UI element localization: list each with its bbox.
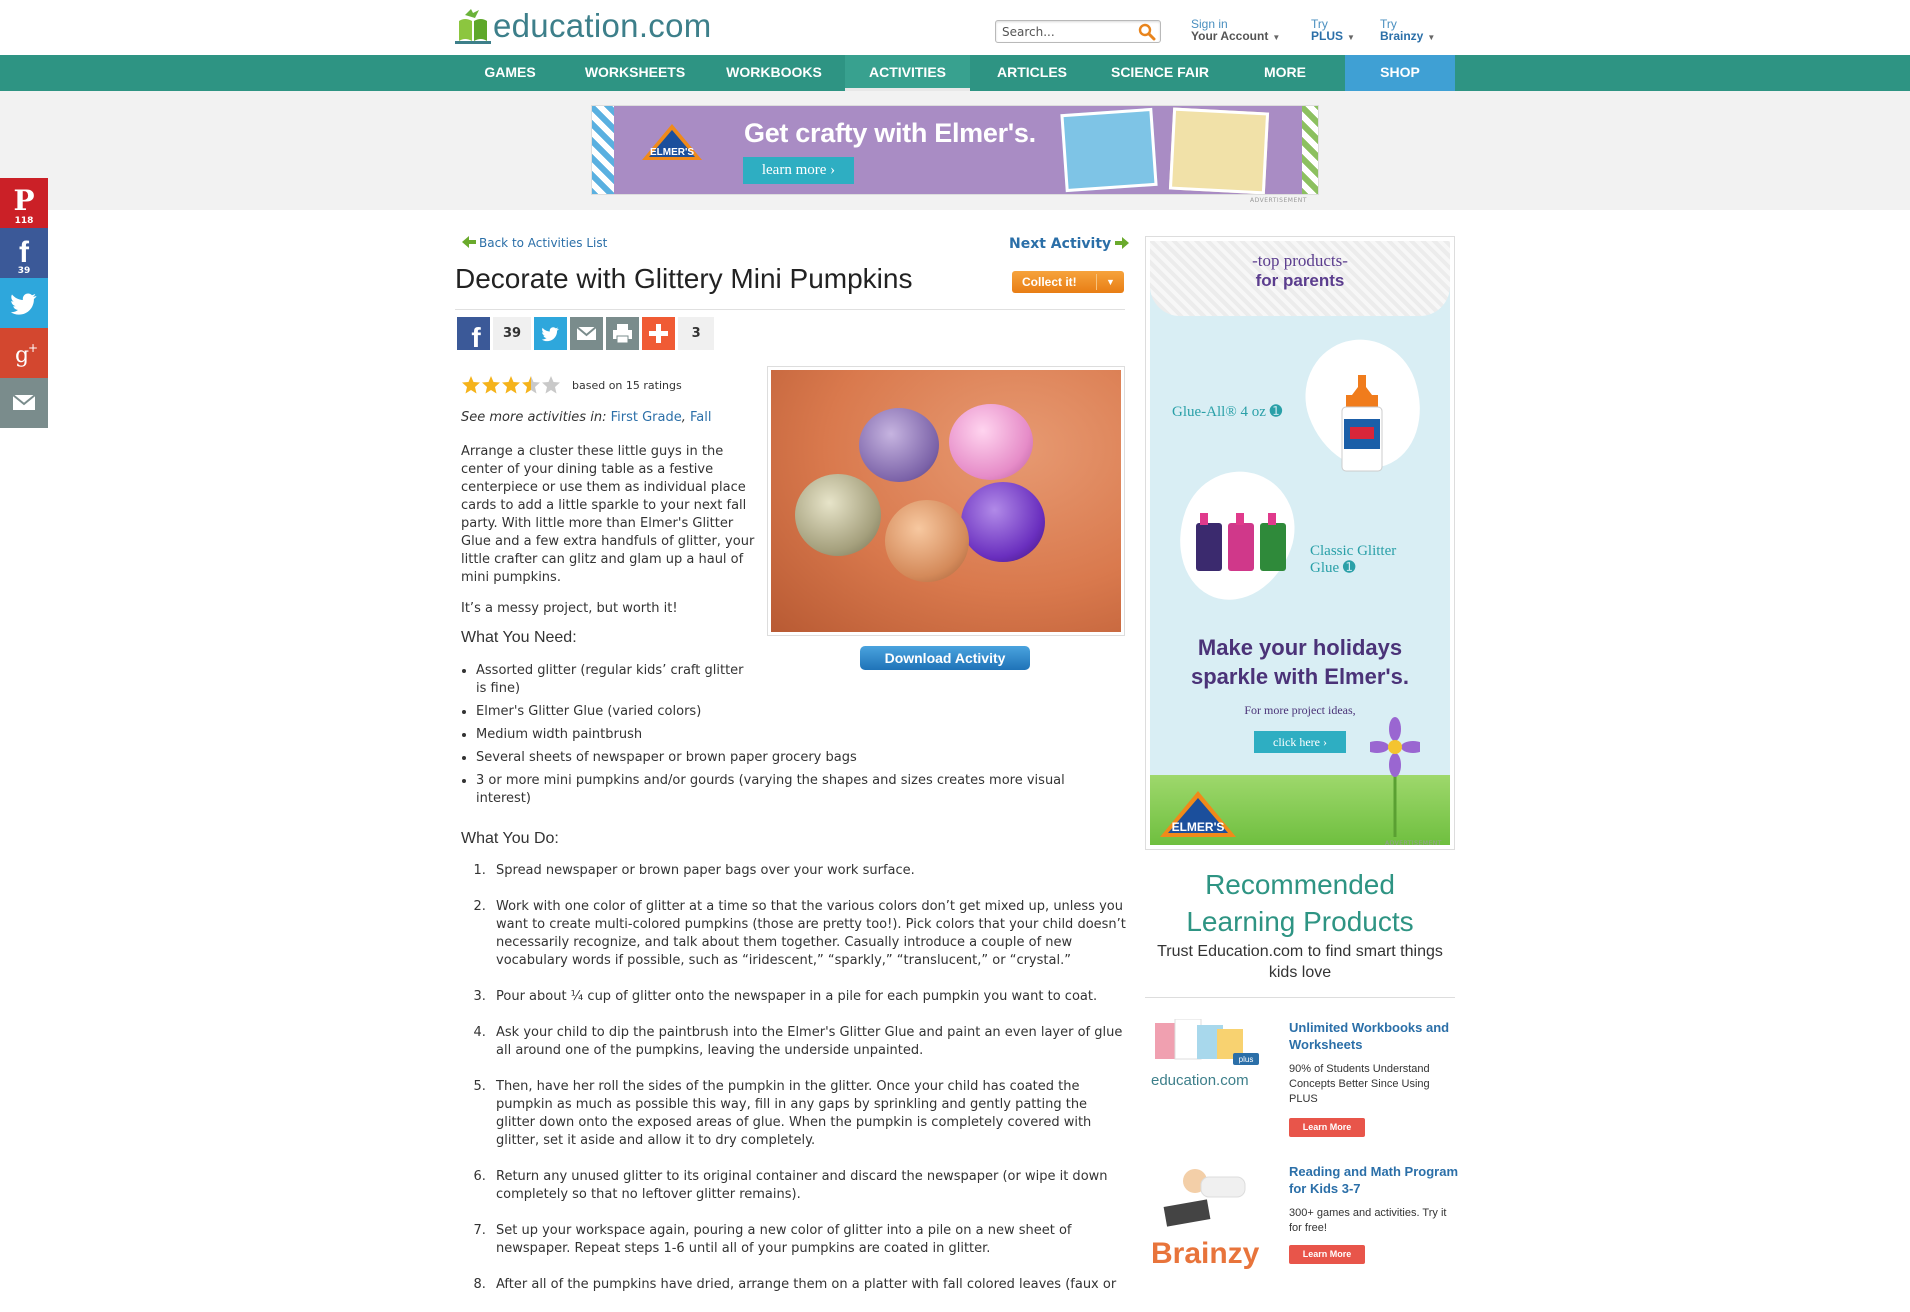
facebook-icon xyxy=(457,317,490,350)
collect-divider xyxy=(1096,274,1097,290)
main-nav xyxy=(0,55,1910,91)
glitter-label-line2: Glue xyxy=(1310,560,1340,576)
email-share-button[interactable] xyxy=(0,378,48,428)
book-logo-icon xyxy=(455,7,491,45)
nav-shop[interactable]: SHOP xyxy=(1345,55,1455,91)
product-card-plus xyxy=(1145,1019,1455,1139)
logo-text: education.com xyxy=(493,7,712,44)
next-link-label: Next Activity xyxy=(1009,236,1112,252)
plus-label: PLUS xyxy=(1311,29,1344,43)
product-title-link[interactable]: Unlimited Workbooks and Worksheets xyxy=(1289,1020,1450,1052)
star-icon xyxy=(462,376,480,394)
product-glue-all-label: Glue-All® 4 oz xyxy=(1172,404,1266,420)
nav-more[interactable]: MORE xyxy=(1264,64,1306,80)
facebook-icon xyxy=(0,228,48,266)
nav-games[interactable]: GAMES xyxy=(484,64,536,80)
search-icon[interactable] xyxy=(1138,23,1156,45)
brainzy-product-image[interactable] xyxy=(1145,1163,1265,1283)
twitter-icon xyxy=(534,317,567,350)
list-item: • Assorted glitter (regular kids’ craft glitter is fine) xyxy=(476,662,756,698)
facebook-share-count: 39 xyxy=(493,317,531,350)
plus-product-image[interactable] xyxy=(1145,1019,1265,1139)
google-plus-share-button[interactable] xyxy=(0,328,48,378)
chevron-down-icon: ▼ xyxy=(1347,33,1355,42)
email-icon xyxy=(0,378,48,428)
share-bar xyxy=(457,316,717,350)
chevron-right-circle-icon: ➊ xyxy=(1269,404,1283,420)
elmers-logo xyxy=(640,122,704,162)
ad-small-line: For more project ideas, xyxy=(1244,703,1356,717)
social-share-sidebar xyxy=(0,178,48,428)
brainzy-logo-text: Brainzy xyxy=(1151,1237,1260,1270)
svg-text:f: f xyxy=(19,236,29,266)
facebook-share-button[interactable] xyxy=(457,317,490,350)
step-item: 5. Then, have her roll the sides of the pumpkin in the glitter. Once your child has coated the pumpkin as much as possible this way, fill in any gaps by sprinkling and gently patting the glitter down onto the exposed areas of glue. When the pumpkin is completely covered with glitter, set it aside and allow it to dry completely. xyxy=(490,1078,1126,1150)
try-plus-label: Try xyxy=(1311,17,1328,31)
rating-count: based on 15 ratings xyxy=(572,378,682,392)
glitter-glue-icon xyxy=(1192,513,1292,573)
step-item: 7. Set up your workspace again, pouring a new color of glitter into a pile on a new sheet of newspaper. Repeat steps 1-6 until all of your pumpkins are coated in glitter. xyxy=(490,1222,1126,1258)
step-item: 2. Work with one color of glitter at a time so that the various colors don’t get mixed up, unless you want to create multi-colored pumpkins (those are pretty too!). Pick colors that your child doesn’t necessarily recognize, and talk about them together. Casually introduce a couple of new vocabulary words if possible, such as “iridescent,” “sparkly,” “translucent,” or “crystal.” xyxy=(490,898,1126,970)
nav-science-fair[interactable]: SCIENCE FAIR xyxy=(1110,64,1209,80)
star-icon xyxy=(482,376,500,394)
link-first-grade[interactable]: First Grade xyxy=(610,410,682,425)
svg-text:g: g xyxy=(14,343,30,368)
arrow-left-icon xyxy=(462,236,476,248)
elmers-banner-ad[interactable] xyxy=(591,105,1319,195)
next-activity-link[interactable] xyxy=(1009,236,1129,252)
pumpkin-pink xyxy=(949,404,1033,480)
pumpkin-copper xyxy=(885,500,969,582)
account-label: Your Account xyxy=(1191,29,1269,43)
step-item: 8. After all of the pumpkins have dried, arrange them on a platter with fall colored leaves (faux or xyxy=(490,1276,1126,1294)
back-to-activities-link[interactable] xyxy=(462,236,607,250)
try-plus-menu[interactable] xyxy=(1311,18,1355,44)
learn-more-button[interactable]: Learn More xyxy=(1289,1118,1365,1137)
list-item: • Medium width paintbrush xyxy=(476,726,1096,744)
rating xyxy=(462,376,682,394)
see-more-label: See more activities in: xyxy=(461,410,607,425)
site-header xyxy=(0,0,1910,55)
see-more-activities xyxy=(461,410,712,425)
ad-big-line1: Make your holidays xyxy=(1197,635,1403,660)
activity-image xyxy=(771,370,1121,632)
banner-stripe-right xyxy=(1302,106,1318,195)
list-item: • Several sheets of newspaper or brown paper grocery bags xyxy=(476,749,1096,767)
pumpkins-photo xyxy=(767,366,1125,636)
twitter-share-button[interactable] xyxy=(534,317,567,350)
back-link-label: Back to Activities List xyxy=(479,236,608,250)
nav-articles[interactable]: ARTICLES xyxy=(997,64,1067,80)
print-icon xyxy=(606,317,639,350)
nav-activities[interactable]: ACTIVITIES xyxy=(845,55,970,91)
page-title: Decorate with Glittery Mini Pumpkins xyxy=(455,263,913,294)
title-divider xyxy=(455,309,1125,310)
reindeer-craft-image xyxy=(1169,108,1269,195)
step-item: 6. Return any unused glitter to its original container and discard the newspaper (or wipe it down completely so that no leftover glitter remains). xyxy=(490,1168,1126,1204)
twitter-share-button[interactable] xyxy=(0,278,48,328)
star-half-icon xyxy=(522,376,540,394)
recommended-subtitle: Trust Education.com to find smart things kids love xyxy=(1157,943,1443,981)
nav-workbooks[interactable]: WORKBOOKS xyxy=(726,64,822,80)
intro-paragraph: Arrange a cluster these little guys in the center of your dining table as a festive centerpiece or use them as individual place cards to add a little sparkle to your next fall party. With little more than Elmer's Glitter Glue and a few extra handfuls of glitter, your little crafter can glitz and glam up a haul of mini pumpkins. xyxy=(461,444,755,585)
pinterest-icon xyxy=(0,178,48,216)
elmers-side-ad[interactable] xyxy=(1145,236,1455,850)
product-glue-all-link[interactable] xyxy=(1172,402,1282,421)
addthis-share-button[interactable] xyxy=(642,317,675,350)
print-button[interactable] xyxy=(606,317,639,350)
recommended-title xyxy=(1145,866,1455,940)
thumb-logo-text: education.com xyxy=(1151,1072,1249,1089)
ad-top-line2: for parents xyxy=(1255,271,1345,290)
nav-worksheets[interactable]: WORKSHEETS xyxy=(584,64,686,80)
banner-brand: ELMER'S xyxy=(649,147,695,158)
list-item: • 3 or more mini pumpkins and/or gourds (varying the shapes and sizes creates more visual interest) xyxy=(476,772,1086,808)
pinterest-share-button[interactable] xyxy=(0,178,48,228)
pinterest-count: 118 xyxy=(14,216,34,226)
needs-heading: What You Need: xyxy=(461,629,577,646)
collect-it-button[interactable] xyxy=(1012,271,1124,293)
side-ad-canvas xyxy=(1150,241,1450,845)
flower-icon xyxy=(1370,717,1420,837)
needs-list xyxy=(476,662,1096,813)
sign-in-menu[interactable] xyxy=(1191,18,1280,44)
chevron-right-circle-icon: ➊ xyxy=(1342,560,1356,576)
brainzy-thumbnail xyxy=(1145,1163,1265,1273)
click-here-button[interactable]: click here › xyxy=(1254,731,1346,753)
recommended-title-line1: Recommended xyxy=(1205,869,1395,900)
product-card-brainzy xyxy=(1145,1163,1459,1273)
star-icon xyxy=(502,376,520,394)
chevron-down-icon[interactable]: ▼ xyxy=(1106,277,1115,287)
step-item: 1. Spread newspaper or brown paper bags over your work surface. xyxy=(490,862,1126,880)
search-box xyxy=(995,20,1161,43)
search-input[interactable] xyxy=(996,22,1126,43)
star-empty-icon xyxy=(542,376,560,394)
side-ad-brand: ELMER'S xyxy=(1171,820,1225,834)
ad-big-line2: sparkle with Elmer's. xyxy=(1191,664,1409,689)
snowman-craft-image xyxy=(1060,108,1157,192)
pumpkin-lavender xyxy=(859,408,939,482)
site-logo[interactable] xyxy=(455,6,712,46)
email-share-button[interactable] xyxy=(570,317,603,350)
recommended-divider xyxy=(1145,997,1455,998)
ad-label: ADVERTISEMENT xyxy=(1385,840,1442,847)
download-activity-button[interactable]: Download Activity xyxy=(860,646,1030,670)
banner-headline: Get crafty with Elmer's. xyxy=(744,118,1036,148)
product-glitter-glue-link[interactable] xyxy=(1310,543,1396,577)
star-rating[interactable] xyxy=(462,376,564,394)
learn-more-button[interactable]: Learn More xyxy=(1289,1245,1365,1264)
workbooks-thumbnail xyxy=(1145,1019,1265,1099)
product-description: 300+ games and activities. Try it for free! xyxy=(1289,1207,1447,1234)
google-plus-icon xyxy=(0,328,48,378)
twitter-icon xyxy=(0,278,48,328)
product-description: 90% of Students Understand Concepts Better Since Using PLUS xyxy=(1289,1063,1430,1105)
see-more-separator: , xyxy=(681,410,686,425)
dos-heading: What You Do: xyxy=(461,830,559,847)
recommended-title-line2: Learning Products xyxy=(1186,906,1414,937)
step-item: 3. Pour about ¼ cup of glitter onto the newspaper in a pile for each pumpkin you want to coat. xyxy=(490,988,1126,1006)
try-brainzy-menu[interactable] xyxy=(1380,18,1435,44)
chevron-down-icon: ▼ xyxy=(1272,33,1281,42)
step-item: 4. Ask your child to dip the paintbrush into the Elmer's Glitter Glue and paint an even layer of glue all around one of the pumpkins, leaving the underside unpainted. xyxy=(490,1024,1126,1060)
elmers-logo xyxy=(1158,789,1238,839)
collect-label: Collect it! xyxy=(1022,275,1077,289)
steps-list xyxy=(466,862,1126,1312)
facebook-count: 39 xyxy=(17,266,31,276)
messy-note: It’s a messy project, but worth it! xyxy=(461,601,678,616)
banner-stripe-left xyxy=(592,106,614,195)
svg-text:P: P xyxy=(13,184,35,216)
brainzy-label: Brainzy xyxy=(1380,29,1424,43)
try-brainzy-label: Try xyxy=(1380,17,1397,31)
list-item: • Elmer's Glitter Glue (varied colors) xyxy=(476,703,1096,721)
product-title-link[interactable]: Reading and Math Program for Kids 3-7 xyxy=(1289,1164,1459,1196)
ad-label: ADVERTISEMENT xyxy=(1250,197,1307,204)
svg-text:f: f xyxy=(471,321,481,350)
ad-band xyxy=(0,91,1910,210)
link-fall[interactable]: Fall xyxy=(690,410,712,425)
chevron-down-icon: ▼ xyxy=(1427,33,1436,42)
addthis-share-count: 3 xyxy=(678,317,714,350)
banner-learn-more-button[interactable]: learn more › xyxy=(743,157,854,184)
ad-top-line1: -top products- xyxy=(1252,251,1348,270)
plus-badge: plus xyxy=(1238,1055,1254,1064)
signin-label: Sign in xyxy=(1191,17,1228,31)
pumpkin-purple xyxy=(961,482,1045,562)
glitter-label-line1: Classic Glitter xyxy=(1310,543,1397,559)
svg-text:+: + xyxy=(27,341,39,355)
arrow-right-icon xyxy=(1115,237,1129,249)
plus-icon xyxy=(642,317,675,350)
email-icon xyxy=(570,317,603,350)
pumpkin-silver xyxy=(795,474,881,556)
facebook-share-button[interactable] xyxy=(0,228,48,278)
glue-bottle-icon xyxy=(1336,375,1388,473)
